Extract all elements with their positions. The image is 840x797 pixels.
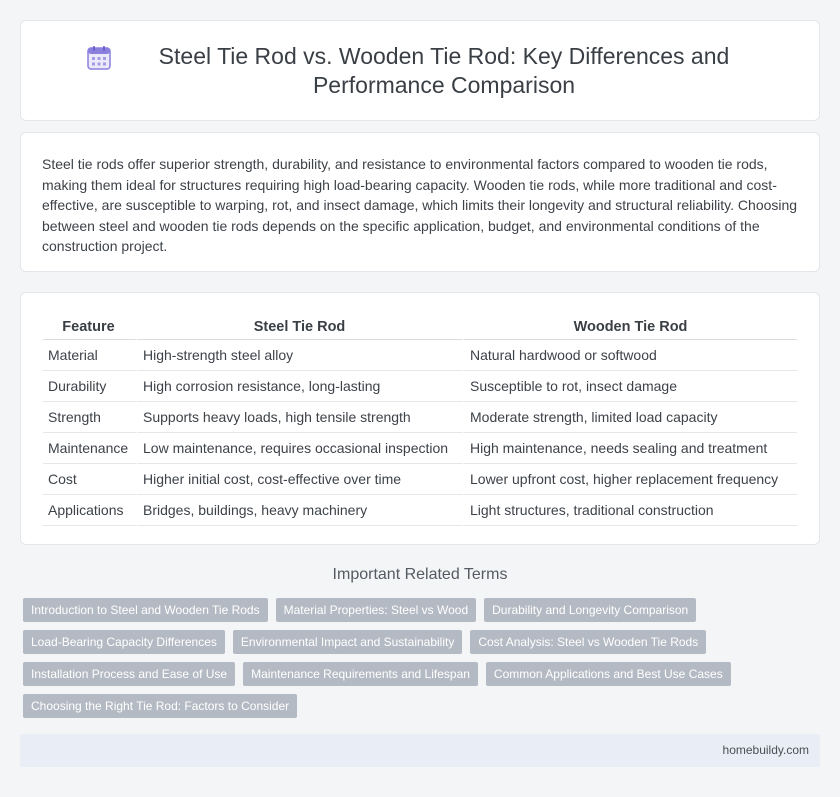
column-header-feature: Feature xyxy=(43,314,137,340)
related-term-tag[interactable]: Common Applications and Best Use Cases xyxy=(486,662,731,686)
related-term-tag[interactable]: Introduction to Steel and Wooden Tie Rods xyxy=(23,598,268,622)
table-cell: Light structures, traditional construction xyxy=(464,495,797,526)
table-cell: Higher initial cost, cost-effective over time xyxy=(137,464,464,495)
table-cell: Natural hardwood or softwood xyxy=(464,340,797,371)
table-cell: Maintenance xyxy=(43,433,137,464)
table-row xyxy=(43,464,797,495)
table-cell: Strength xyxy=(43,402,137,433)
tag-row xyxy=(23,630,823,654)
table-cell: Durability xyxy=(43,371,137,402)
related-term-tag[interactable]: Load-Bearing Capacity Differences xyxy=(23,630,225,654)
table-cell: High corrosion resistance, long-lasting xyxy=(137,371,464,402)
footer-site-link[interactable]: homebuildy.com xyxy=(722,743,809,757)
related-terms-title: Important Related Terms xyxy=(332,566,508,583)
table-cell: High-strength steel alloy xyxy=(137,340,464,371)
table-row xyxy=(43,340,797,371)
intro-paragraph: Steel tie rods offer superior strength, durability, and resistance to environmental factors compared to wooden tie rods, making them ideal for structures requiring high load-bearing capacity. Wooden tie rods, while more traditional and cost-effective, are susceptible to warping, rot, and insect damage, which limits their longevity and structural reliability. Choosing between steel and wooden tie rods depends on the specific application, budget, and environmental conditions of the construction project. xyxy=(42,156,798,254)
table-row xyxy=(43,495,797,526)
table-cell: High maintenance, needs sealing and treatment xyxy=(464,433,797,464)
related-term-tag[interactable]: Cost Analysis: Steel vs Wooden Tie Rods xyxy=(470,630,706,654)
footer xyxy=(20,734,820,767)
related-term-tag[interactable]: Environmental Impact and Sustainability xyxy=(233,630,462,654)
table-row xyxy=(43,402,797,433)
page-title: Steel Tie Rod vs. Wooden Tie Rod: Key Differences and Performance Comparison xyxy=(158,42,730,98)
table-cell: Moderate strength, limited load capacity xyxy=(464,402,797,433)
table-row xyxy=(43,433,797,464)
table-header-row xyxy=(43,314,797,340)
tag-row xyxy=(23,694,823,718)
intro-card xyxy=(20,132,820,272)
title-wrap xyxy=(21,21,819,120)
related-term-tag[interactable]: Maintenance Requirements and Lifespan xyxy=(243,662,478,686)
related-terms-tags xyxy=(23,598,823,726)
table-cell: Material xyxy=(43,340,137,371)
table-cell: Bridges, buildings, heavy machinery xyxy=(137,495,464,526)
related-term-tag[interactable]: Choosing the Right Tie Rod: Factors to Consider xyxy=(23,694,297,718)
table-cell: Cost xyxy=(43,464,137,495)
table-cell: Applications xyxy=(43,495,137,526)
comparison-table-card xyxy=(20,292,820,545)
related-term-tag[interactable]: Durability and Longevity Comparison xyxy=(484,598,696,622)
related-term-tag[interactable]: Material Properties: Steel vs Wood xyxy=(276,598,477,622)
calendar-icon xyxy=(86,45,112,71)
comparison-table xyxy=(43,314,797,526)
column-header-steel: Steel Tie Rod xyxy=(137,314,464,340)
related-term-tag[interactable]: Installation Process and Ease of Use xyxy=(23,662,235,686)
table-cell: Supports heavy loads, high tensile strength xyxy=(137,402,464,433)
column-header-wooden: Wooden Tie Rod xyxy=(464,314,797,340)
table-cell: Susceptible to rot, insect damage xyxy=(464,371,797,402)
table-cell: Lower upfront cost, higher replacement frequency xyxy=(464,464,797,495)
header-card xyxy=(20,20,820,121)
table-cell: Low maintenance, requires occasional inspection xyxy=(137,433,464,464)
table-row xyxy=(43,371,797,402)
tag-row xyxy=(23,598,823,622)
tag-row xyxy=(23,662,823,686)
